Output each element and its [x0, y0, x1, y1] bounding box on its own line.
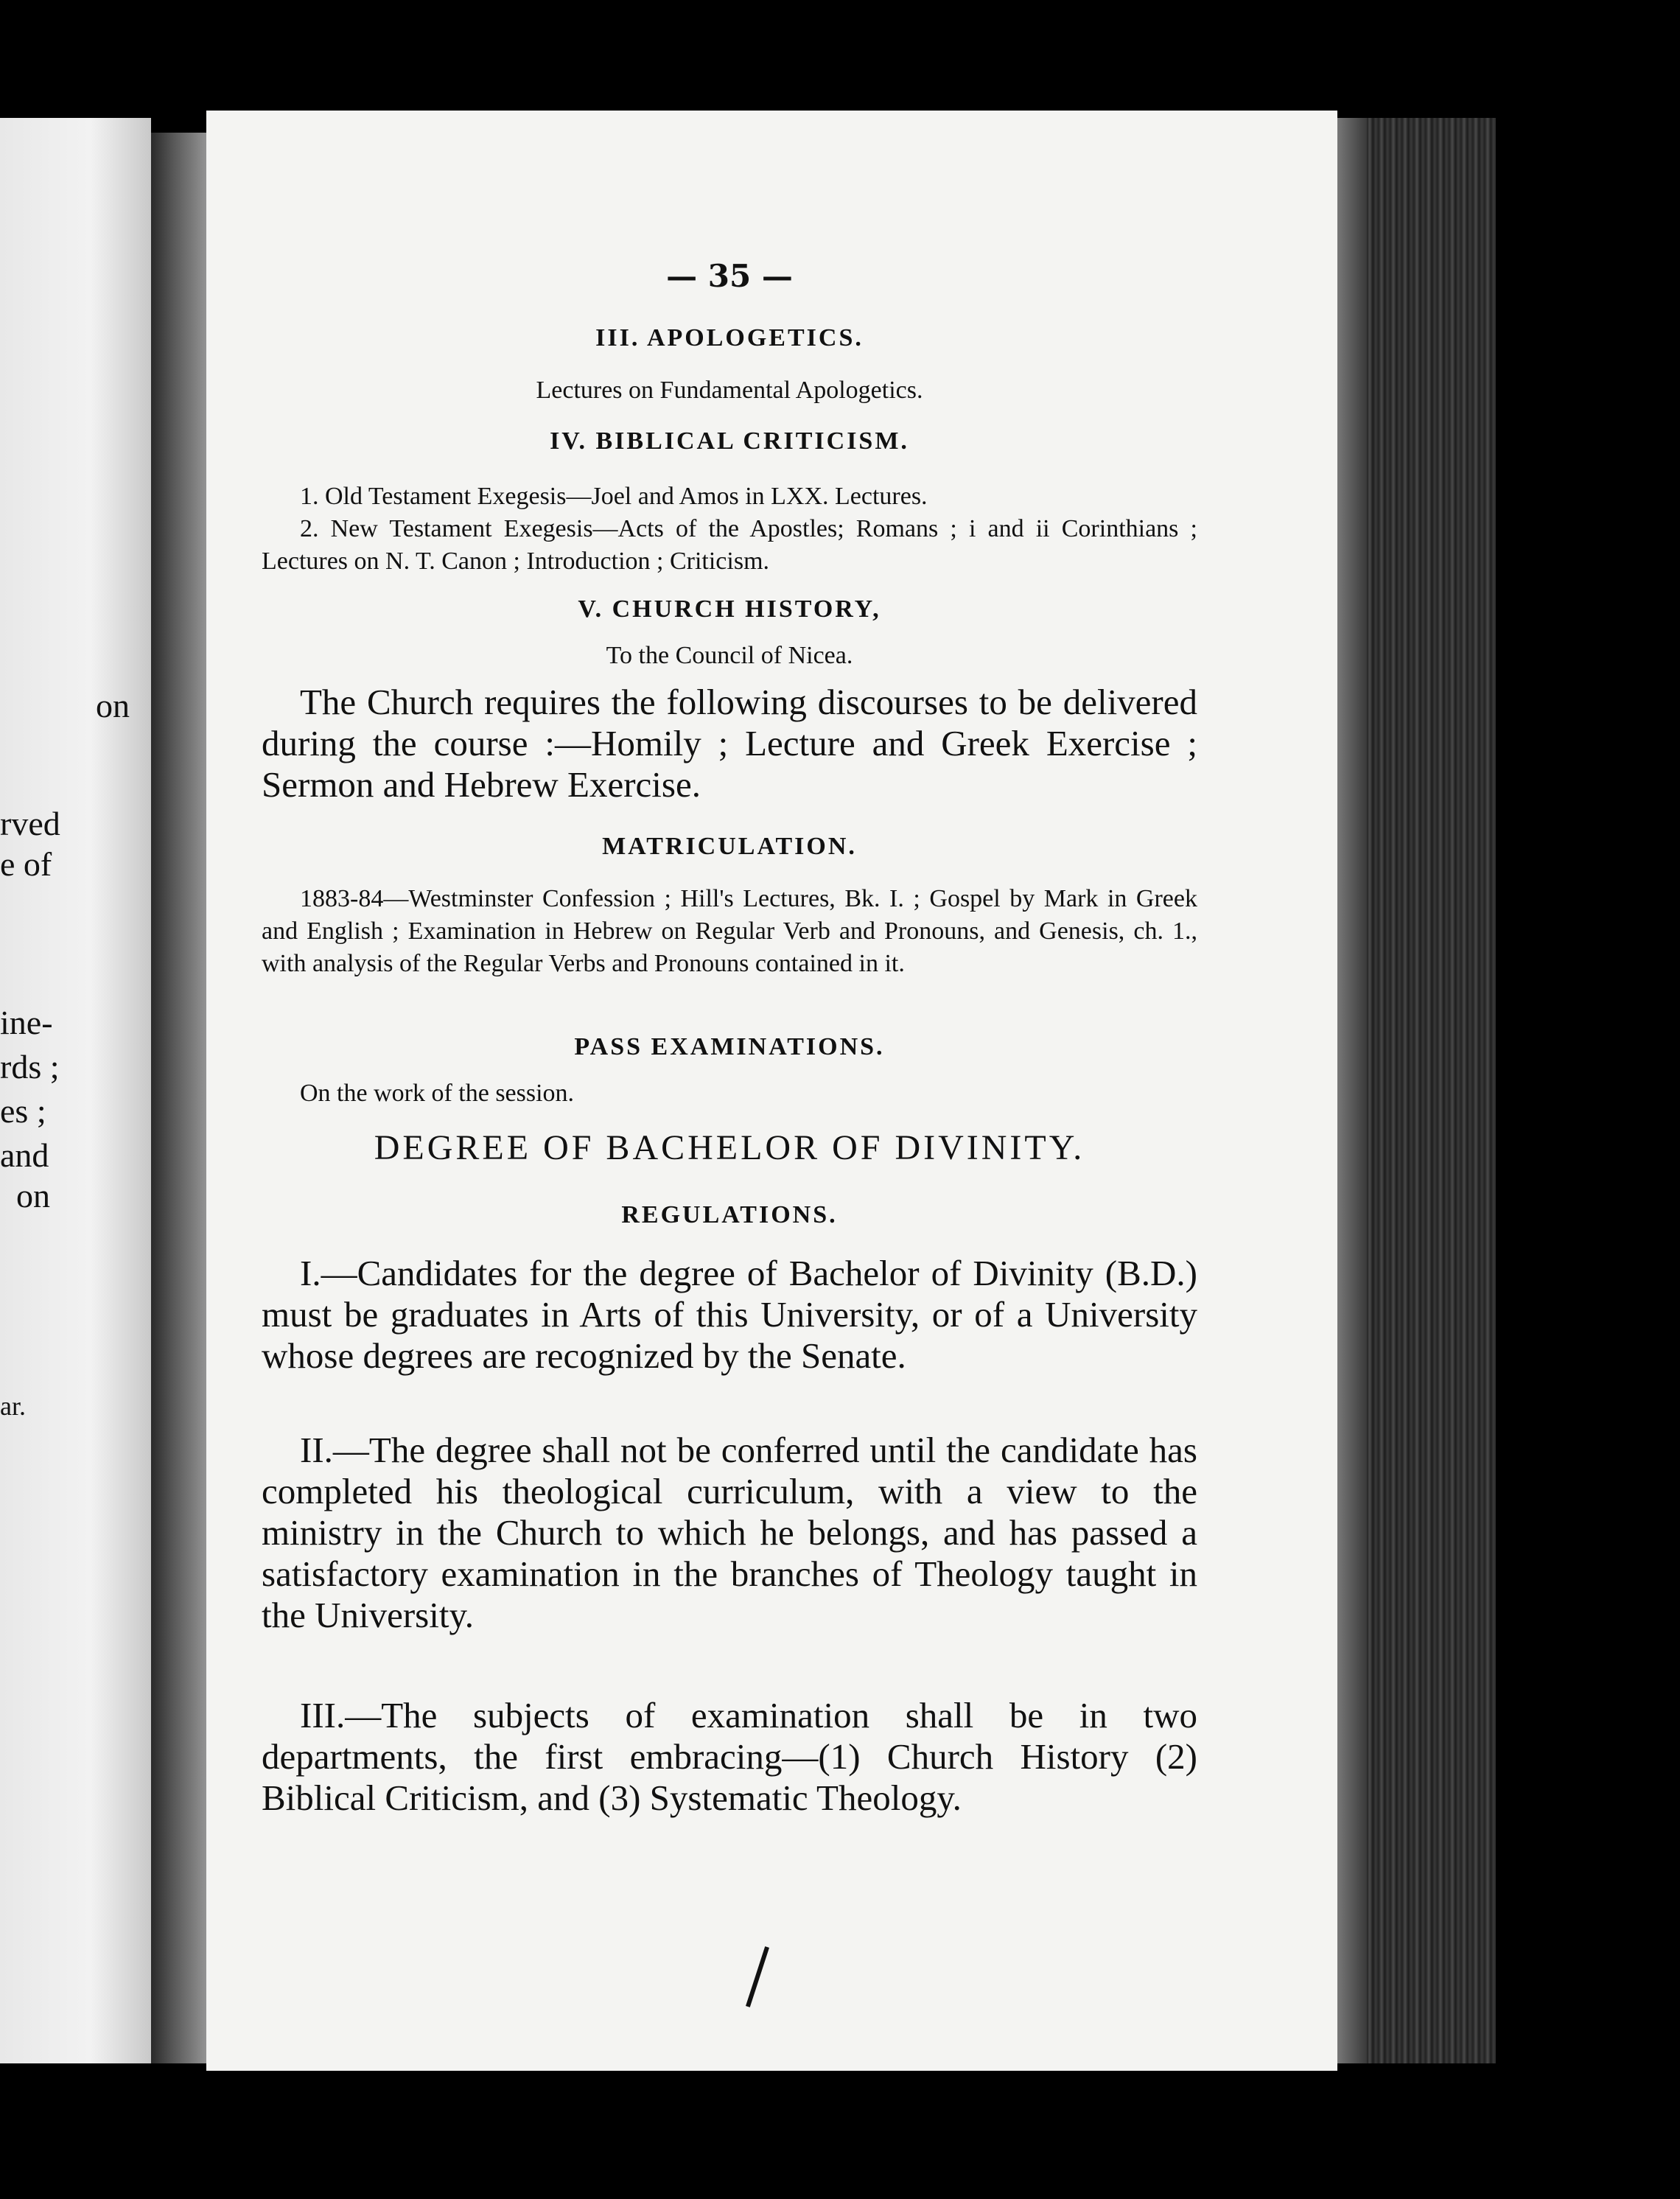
page-edge-shadow — [1337, 118, 1367, 2063]
left-fragment: ine- — [0, 1004, 53, 1041]
left-fragment: es ; — [0, 1092, 46, 1130]
page-number: — 35 — — [666, 258, 793, 294]
regulation-2: II.—The degree shall not be conferred until the candidate has completed his theological curriculum, with a view to the ministry in the Church to which he belongs, and has passed a satisfactory examination in the branches of Theology taught in the University. — [262, 1430, 1197, 1635]
section-heading-pass-examinations: PASS EXAMINATIONS. — [574, 1033, 885, 1060]
left-fragment: e of — [0, 845, 52, 883]
left-fragment: and — [0, 1136, 49, 1174]
section-heading-apologetics: III. APOLOGETICS. — [595, 324, 864, 352]
discourses-paragraph: The Church requires the following discourses to be delivered during the course :—Homily ; Lecture and Greek Exercise ; Sermon and Hebrew Exercise. — [262, 682, 1197, 805]
left-fragment: ar. — [0, 1391, 26, 1421]
apologetics-text: Lectures on Fundamental Apologetics. — [536, 377, 923, 404]
section-heading-church-history: V. CHURCH HISTORY, — [578, 595, 881, 623]
church-history-text: To the Council of Nicea. — [606, 642, 853, 669]
book-gutter — [151, 133, 210, 2063]
matriculation-text: 1883-84—Westminster Confession ; Hill's Lectures, Bk. I. ; Gospel by Mark in Greek and English ; Examination in Hebrew on Regular Verb and Pronouns, and Genesis, ch. 1., with analysis of the Regular Verbs and Pronouns contained in it. — [262, 885, 1197, 977]
regulations-heading: REGULATIONS. — [621, 1201, 838, 1228]
left-fragment: rved — [0, 805, 60, 842]
section-heading-matriculation: MATRICULATION. — [602, 833, 857, 860]
left-fragment: on — [96, 687, 130, 724]
regulation-1: I.—Candidates for the degree of Bachelor of Divinity (B.D.) must be graduates in Arts of this University, or of a University whose degrees are recognized by the Senate. — [262, 1253, 1197, 1376]
section-heading-biblical-criticism: IV. BIBLICAL CRITICISM. — [550, 427, 909, 455]
left-fragment: on — [16, 1177, 50, 1214]
biblical-criticism-item-2: 2. New Testament Exegesis—Acts of the Apostles; Romans ; i and ii Corinthians ; Lectures on N. T. Canon ; Introduction ; Criticism. — [262, 515, 1197, 575]
biblical-criticism-item-1: 1. Old Testament Exegesis—Joel and Amos in LXX. Lectures. — [300, 483, 928, 510]
degree-heading: DEGREE OF BACHELOR OF DIVINITY. — [374, 1128, 1085, 1167]
left-page — [0, 118, 151, 2063]
regulation-3: III.—The subjects of examination shall be in two departments, the first embracing—(1) Church History (2) Biblical Criticism, and (3) Systematic Theology. — [262, 1695, 1197, 1818]
left-fragment: rds ; — [0, 1048, 60, 1085]
pass-examinations-text: On the work of the session. — [300, 1080, 575, 1107]
